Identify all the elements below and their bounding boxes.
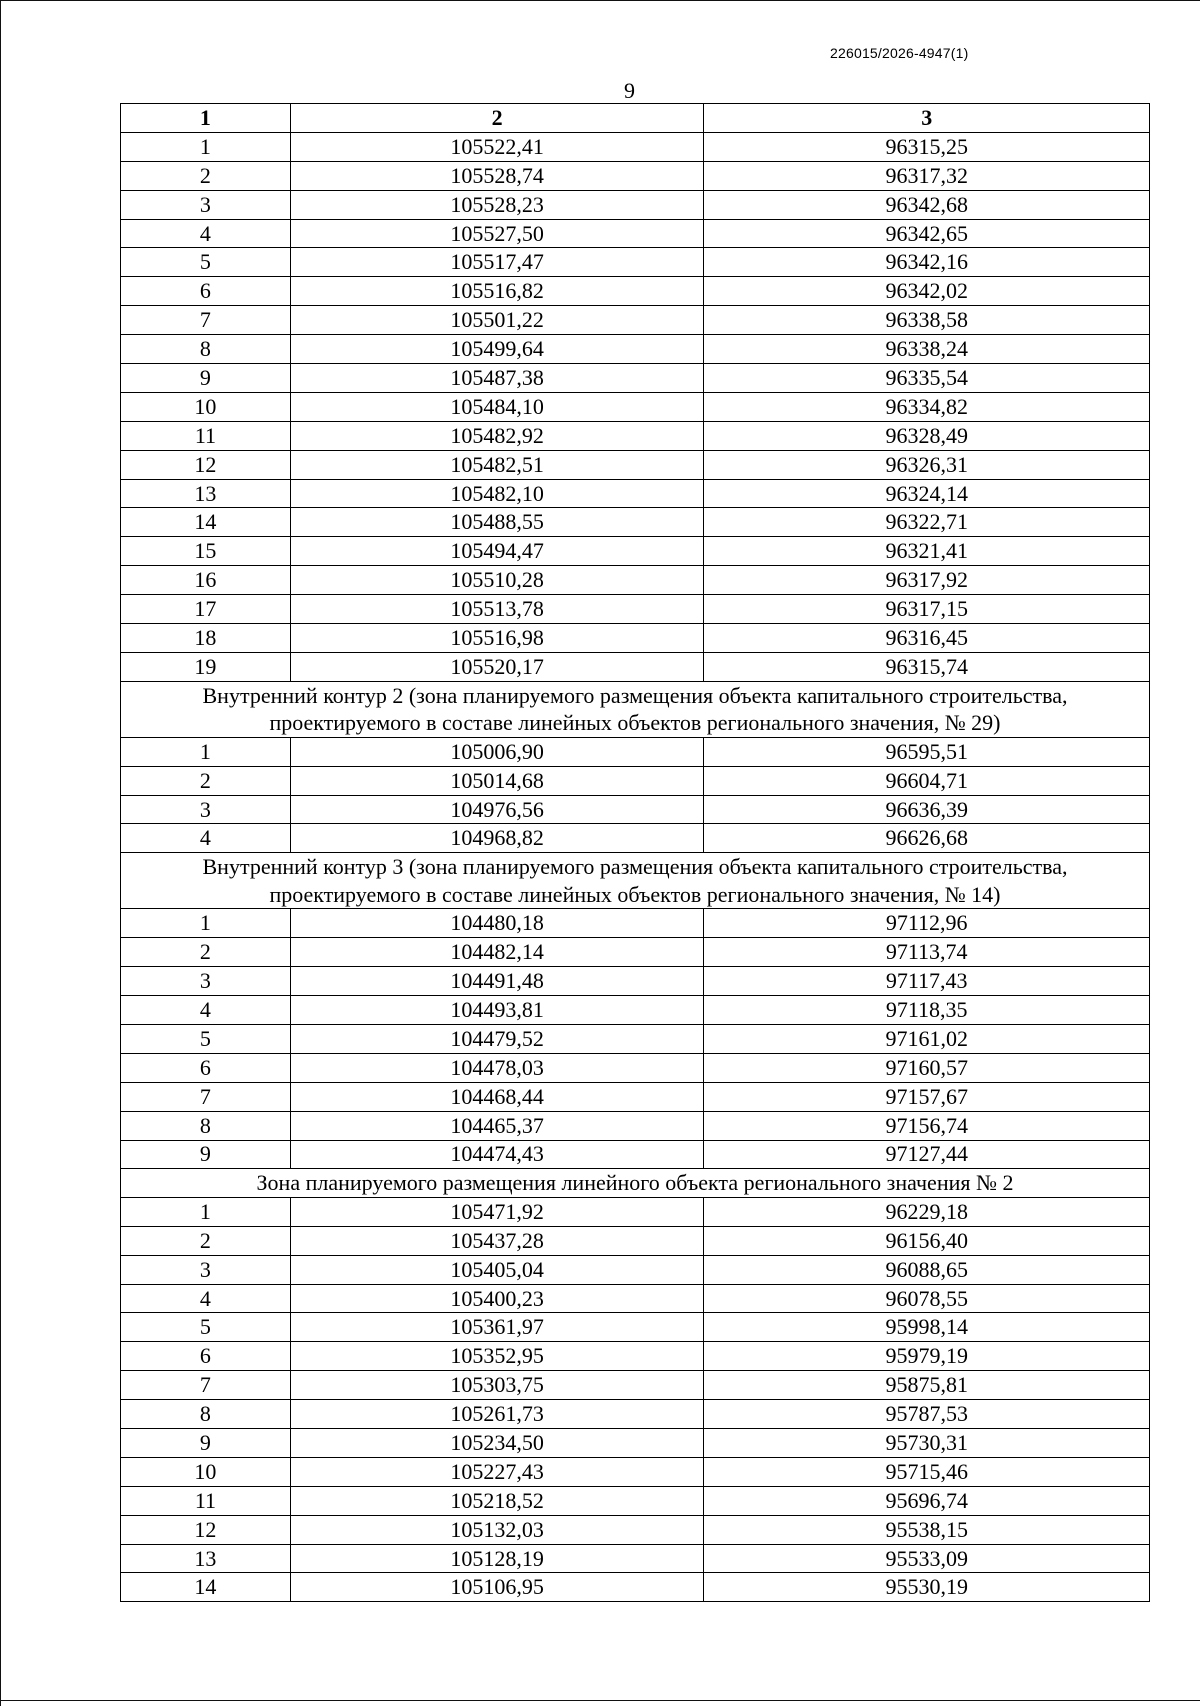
x-coordinate-cell: 105494,47 <box>290 537 704 566</box>
table-row <box>121 1024 1150 1053</box>
point-number-cell: 18 <box>121 624 291 653</box>
table-row <box>121 1140 1150 1169</box>
y-coordinate-cell: 96317,32 <box>704 161 1150 190</box>
y-coordinate-cell: 96078,55 <box>704 1284 1150 1313</box>
y-coordinate-cell: 95979,19 <box>704 1342 1150 1371</box>
y-coordinate-cell: 96316,45 <box>704 624 1150 653</box>
x-coordinate-cell: 105352,95 <box>290 1342 704 1371</box>
x-coordinate-cell: 105513,78 <box>290 595 704 624</box>
table-row <box>121 566 1150 595</box>
x-coordinate-cell: 105528,74 <box>290 161 704 190</box>
y-coordinate-cell: 97118,35 <box>704 996 1150 1025</box>
y-coordinate-cell: 96342,02 <box>704 277 1150 306</box>
x-coordinate-cell: 105227,43 <box>290 1457 704 1486</box>
x-coordinate-cell: 104491,48 <box>290 967 704 996</box>
point-number-cell: 4 <box>121 824 291 853</box>
x-coordinate-cell: 105510,28 <box>290 566 704 595</box>
table-row <box>121 479 1150 508</box>
x-coordinate-cell: 105218,52 <box>290 1486 704 1515</box>
x-coordinate-cell: 105261,73 <box>290 1400 704 1429</box>
table-row <box>121 1313 1150 1342</box>
section-title-row <box>121 681 1150 737</box>
x-coordinate-cell: 104478,03 <box>290 1053 704 1082</box>
x-coordinate-cell: 105482,10 <box>290 479 704 508</box>
point-number-cell: 13 <box>121 1544 291 1573</box>
point-number-cell: 5 <box>121 1024 291 1053</box>
column-header-2: 2 <box>290 104 704 133</box>
x-coordinate-cell: 105499,64 <box>290 335 704 364</box>
point-number-cell: 15 <box>121 537 291 566</box>
point-number-cell: 9 <box>121 1140 291 1169</box>
x-coordinate-cell: 105516,82 <box>290 277 704 306</box>
point-number-cell: 3 <box>121 795 291 824</box>
y-coordinate-cell: 97113,74 <box>704 938 1150 967</box>
y-coordinate-cell: 96626,68 <box>704 824 1150 853</box>
point-number-cell: 7 <box>121 1082 291 1111</box>
table-row <box>121 938 1150 967</box>
y-coordinate-cell: 95533,09 <box>704 1544 1150 1573</box>
x-coordinate-cell: 104465,37 <box>290 1111 704 1140</box>
point-number-cell: 4 <box>121 219 291 248</box>
y-coordinate-cell: 96229,18 <box>704 1197 1150 1226</box>
point-number-cell: 5 <box>121 248 291 277</box>
table-row <box>121 824 1150 853</box>
table-row <box>121 1111 1150 1140</box>
y-coordinate-cell: 96604,71 <box>704 766 1150 795</box>
y-coordinate-cell: 95715,46 <box>704 1457 1150 1486</box>
x-coordinate-cell: 104480,18 <box>290 909 704 938</box>
section-title: Внутренний контур 2 (зона планируемого размещения объекта капитального строительства, проектируемого в составе линейных объектов регионального значения, № 29) <box>121 681 1150 737</box>
page-number: 9 <box>624 78 635 103</box>
x-coordinate-cell: 104493,81 <box>290 996 704 1025</box>
table-row <box>121 392 1150 421</box>
x-coordinate-cell: 105488,55 <box>290 508 704 537</box>
table-row <box>121 1429 1150 1458</box>
table-row <box>121 1342 1150 1371</box>
point-number-cell: 2 <box>121 766 291 795</box>
x-coordinate-cell: 104968,82 <box>290 824 704 853</box>
x-coordinate-cell: 105487,38 <box>290 364 704 393</box>
table-row <box>121 161 1150 190</box>
document-id: 226015/2026-4947(1) <box>830 45 969 61</box>
point-number-cell: 7 <box>121 306 291 335</box>
point-number-cell: 7 <box>121 1371 291 1400</box>
point-number-cell: 1 <box>121 132 291 161</box>
table-row <box>121 967 1150 996</box>
y-coordinate-cell: 96315,74 <box>704 652 1150 681</box>
point-number-cell: 8 <box>121 1400 291 1429</box>
y-coordinate-cell: 96342,16 <box>704 248 1150 277</box>
section-title: Внутренний контур 3 (зона планируемого размещения объекта капитального строительства, проектируемого в составе линейных объектов регионального значения, № 14) <box>121 853 1150 909</box>
x-coordinate-cell: 105527,50 <box>290 219 704 248</box>
y-coordinate-cell: 96321,41 <box>704 537 1150 566</box>
table-row <box>121 1400 1150 1429</box>
x-coordinate-cell: 105361,97 <box>290 1313 704 1342</box>
x-coordinate-cell: 105303,75 <box>290 1371 704 1400</box>
table-row <box>121 1544 1150 1573</box>
table-row <box>121 219 1150 248</box>
table-row <box>121 508 1150 537</box>
table-row <box>121 190 1150 219</box>
y-coordinate-cell: 96342,68 <box>704 190 1150 219</box>
point-number-cell: 3 <box>121 967 291 996</box>
table-row <box>121 248 1150 277</box>
point-number-cell: 11 <box>121 421 291 450</box>
point-number-cell: 12 <box>121 450 291 479</box>
y-coordinate-cell: 96315,25 <box>704 132 1150 161</box>
y-coordinate-cell: 96322,71 <box>704 508 1150 537</box>
x-coordinate-cell: 105405,04 <box>290 1255 704 1284</box>
point-number-cell: 14 <box>121 1573 291 1602</box>
page-border-left <box>0 0 1 1706</box>
point-number-cell: 1 <box>121 909 291 938</box>
y-coordinate-cell: 96317,15 <box>704 595 1150 624</box>
x-coordinate-cell: 104482,14 <box>290 938 704 967</box>
y-coordinate-cell: 96326,31 <box>704 450 1150 479</box>
table-row <box>121 1197 1150 1226</box>
header-row <box>121 104 1150 133</box>
table-row <box>121 1284 1150 1313</box>
y-coordinate-cell: 97156,74 <box>704 1111 1150 1140</box>
y-coordinate-cell: 96328,49 <box>704 421 1150 450</box>
x-coordinate-cell: 105528,23 <box>290 190 704 219</box>
table-row <box>121 1573 1150 1602</box>
y-coordinate-cell: 95875,81 <box>704 1371 1150 1400</box>
point-number-cell: 16 <box>121 566 291 595</box>
point-number-cell: 2 <box>121 1226 291 1255</box>
point-number-cell: 4 <box>121 996 291 1025</box>
table-row <box>121 335 1150 364</box>
point-number-cell: 10 <box>121 392 291 421</box>
y-coordinate-cell: 96088,65 <box>704 1255 1150 1284</box>
point-number-cell: 9 <box>121 364 291 393</box>
table-row <box>121 1082 1150 1111</box>
y-coordinate-cell: 96342,65 <box>704 219 1150 248</box>
table-row <box>121 277 1150 306</box>
y-coordinate-cell: 95787,53 <box>704 1400 1150 1429</box>
column-header-3: 3 <box>704 104 1150 133</box>
table-row <box>121 1457 1150 1486</box>
x-coordinate-cell: 105106,95 <box>290 1573 704 1602</box>
y-coordinate-cell: 96595,51 <box>704 737 1150 766</box>
x-coordinate-cell: 105522,41 <box>290 132 704 161</box>
table-row <box>121 306 1150 335</box>
table-row <box>121 1486 1150 1515</box>
y-coordinate-cell: 97160,57 <box>704 1053 1150 1082</box>
coordinates-table <box>120 103 1150 1602</box>
table-row <box>121 1053 1150 1082</box>
point-number-cell: 5 <box>121 1313 291 1342</box>
x-coordinate-cell: 105437,28 <box>290 1226 704 1255</box>
point-number-cell: 3 <box>121 190 291 219</box>
table-row <box>121 652 1150 681</box>
page-border-top <box>0 0 1200 1</box>
x-coordinate-cell: 104474,43 <box>290 1140 704 1169</box>
y-coordinate-cell: 96324,14 <box>704 479 1150 508</box>
x-coordinate-cell: 105482,92 <box>290 421 704 450</box>
x-coordinate-cell: 104468,44 <box>290 1082 704 1111</box>
table-row <box>121 624 1150 653</box>
x-coordinate-cell: 105400,23 <box>290 1284 704 1313</box>
point-number-cell: 6 <box>121 1053 291 1082</box>
table-row <box>121 132 1150 161</box>
x-coordinate-cell: 105006,90 <box>290 737 704 766</box>
y-coordinate-cell: 97161,02 <box>704 1024 1150 1053</box>
table-row <box>121 1515 1150 1544</box>
point-number-cell: 4 <box>121 1284 291 1313</box>
table-row <box>121 996 1150 1025</box>
section-title-row <box>121 853 1150 909</box>
table-row <box>121 450 1150 479</box>
x-coordinate-cell: 105516,98 <box>290 624 704 653</box>
point-number-cell: 19 <box>121 652 291 681</box>
y-coordinate-cell: 95730,31 <box>704 1429 1150 1458</box>
y-coordinate-cell: 95696,74 <box>704 1486 1150 1515</box>
y-coordinate-cell: 95538,15 <box>704 1515 1150 1544</box>
table-row <box>121 1226 1150 1255</box>
table-row <box>121 595 1150 624</box>
y-coordinate-cell: 96636,39 <box>704 795 1150 824</box>
x-coordinate-cell: 105501,22 <box>290 306 704 335</box>
table-row <box>121 737 1150 766</box>
x-coordinate-cell: 105520,17 <box>290 652 704 681</box>
table-row <box>121 1255 1150 1284</box>
y-coordinate-cell: 96156,40 <box>704 1226 1150 1255</box>
point-number-cell: 8 <box>121 1111 291 1140</box>
point-number-cell: 2 <box>121 161 291 190</box>
table-row <box>121 795 1150 824</box>
x-coordinate-cell: 105517,47 <box>290 248 704 277</box>
point-number-cell: 1 <box>121 1197 291 1226</box>
table-body <box>121 132 1150 1601</box>
column-header-1: 1 <box>121 104 291 133</box>
point-number-cell: 14 <box>121 508 291 537</box>
point-number-cell: 10 <box>121 1457 291 1486</box>
x-coordinate-cell: 105234,50 <box>290 1429 704 1458</box>
x-coordinate-cell: 104479,52 <box>290 1024 704 1053</box>
y-coordinate-cell: 96338,24 <box>704 335 1150 364</box>
table-row <box>121 364 1150 393</box>
x-coordinate-cell: 105014,68 <box>290 766 704 795</box>
point-number-cell: 1 <box>121 737 291 766</box>
table-row <box>121 766 1150 795</box>
y-coordinate-cell: 97127,44 <box>704 1140 1150 1169</box>
page-border-bottom <box>0 1700 1200 1701</box>
y-coordinate-cell: 95530,19 <box>704 1573 1150 1602</box>
section-title: Зона планируемого размещения линейного объекта регионального значения № 2 <box>121 1169 1150 1198</box>
point-number-cell: 6 <box>121 277 291 306</box>
table-row <box>121 537 1150 566</box>
point-number-cell: 11 <box>121 1486 291 1515</box>
x-coordinate-cell: 105132,03 <box>290 1515 704 1544</box>
point-number-cell: 6 <box>121 1342 291 1371</box>
table-row <box>121 421 1150 450</box>
table-row <box>121 1371 1150 1400</box>
y-coordinate-cell: 97157,67 <box>704 1082 1150 1111</box>
point-number-cell: 8 <box>121 335 291 364</box>
y-coordinate-cell: 95998,14 <box>704 1313 1150 1342</box>
y-coordinate-cell: 96335,54 <box>704 364 1150 393</box>
x-coordinate-cell: 104976,56 <box>290 795 704 824</box>
point-number-cell: 2 <box>121 938 291 967</box>
x-coordinate-cell: 105482,51 <box>290 450 704 479</box>
point-number-cell: 13 <box>121 479 291 508</box>
point-number-cell: 17 <box>121 595 291 624</box>
x-coordinate-cell: 105128,19 <box>290 1544 704 1573</box>
y-coordinate-cell: 96334,82 <box>704 392 1150 421</box>
point-number-cell: 12 <box>121 1515 291 1544</box>
table-header <box>121 104 1150 133</box>
x-coordinate-cell: 105484,10 <box>290 392 704 421</box>
x-coordinate-cell: 105471,92 <box>290 1197 704 1226</box>
point-number-cell: 3 <box>121 1255 291 1284</box>
y-coordinate-cell: 96317,92 <box>704 566 1150 595</box>
point-number-cell: 9 <box>121 1429 291 1458</box>
y-coordinate-cell: 96338,58 <box>704 306 1150 335</box>
section-title-row <box>121 1169 1150 1198</box>
y-coordinate-cell: 97112,96 <box>704 909 1150 938</box>
y-coordinate-cell: 97117,43 <box>704 967 1150 996</box>
table-row <box>121 909 1150 938</box>
